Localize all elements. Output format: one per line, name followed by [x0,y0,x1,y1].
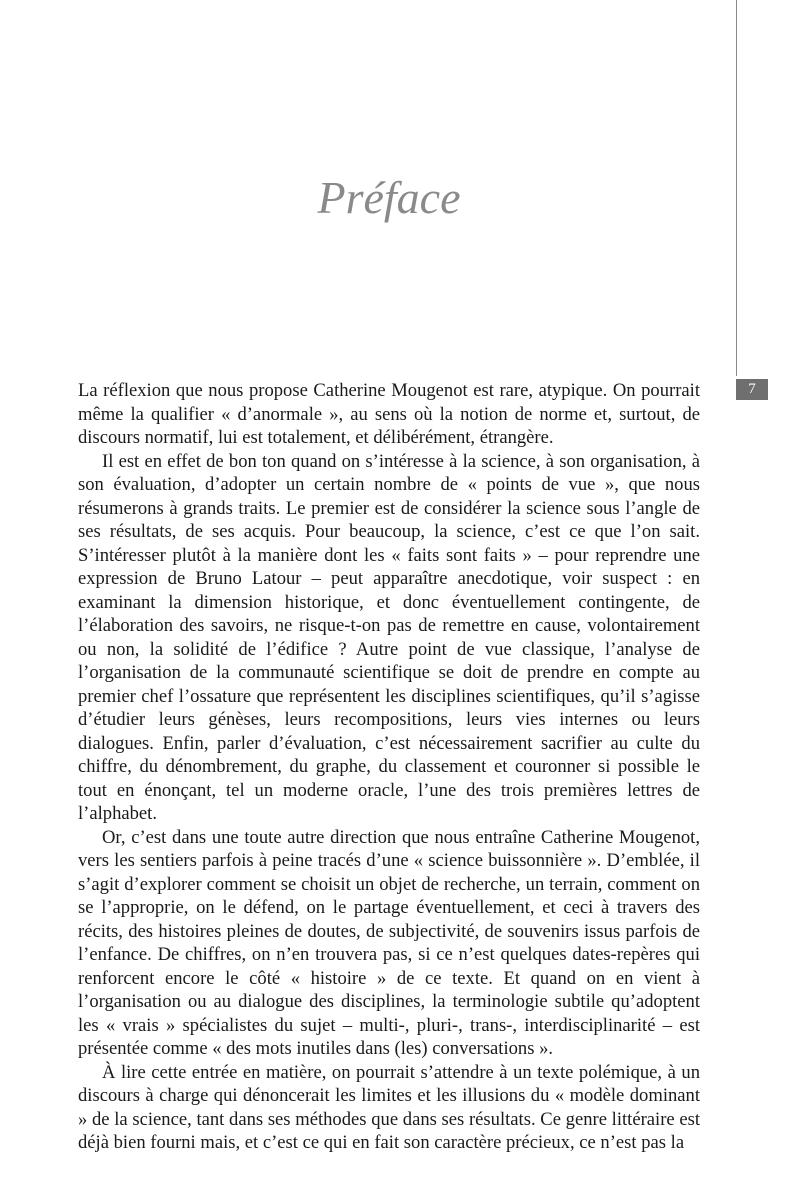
body-text [78,379,700,1155]
chapter-title: Préface [317,172,461,223]
paragraph: La réflexion que nous propose Catherine Mougenot est rare, atypique. On pourrait même la qualifier « d’anormale », au sens où la notion de norme et, surtout, de discours normatif, lui est totalement, et délibérément, étrangère. [78,380,700,448]
paragraph: Or, c’est dans une toute autre direction que nous entraîne Catherine Mougenot, vers les sentiers parfois à peine tracés d’une « science buissonnière ». D’emblée, il s’agit d’explorer comment se choisit un objet de recherche, un terrain, comment on se l’approprie, on le défend, on le partage éventuellement, et ceci à travers des récits, des histoires pleines de doutes, de subjectivité, de souvenirs issus parfois de l’enfance. De chiffres, on n’en trouvera pas, si ce n’est quelques dates-repères qui renforcent encore le côté « histoire » de ce texte. Et quand on en vient à l’organisation ou au dialogue des disciplines, la terminologie subtile qu’adoptent les « vrais » spécialistes du sujet – multi-, pluri-, trans-, interdisciplinarité – est présentée comme « des mots inutiles dans (les) conversations ». [78,826,700,1059]
page-number-tab: 7 [736,379,768,400]
paragraph: À lire cette entrée en matière, on pourrait s’attendre à un texte polémique, à un discours à charge qui dénoncerait les limites et les illusions du « modèle dominant » de la science, tant dans ses méthodes que dans ses résultats. Ce genre littéraire est déjà bien fourni mais, et c’est ce qui en fait son caractère précieux, ce n’est pas la [78,1061,700,1153]
page-edge-rule [736,0,737,376]
paragraph: Il est en effet de bon ton quand on s’intéresse à la science, à son organisation, à son évaluation, d’adopter un certain nombre de « points de vue », que nous résumerons à grands traits. Le premier est de considérer la science sous l’angle de ses résultats, de ses acquis. Pour beaucoup, la science, c’est ce que l’on sait. S’intéresser plutôt à la manière dont les « faits sont faits » – pour reprendre une expression de Bruno Latour – peut apparaître anecdotique, voir suspect : en examinant la dimension historique, et donc éventuellement contingente, de l’élaboration des savoirs, ne risque-t-on pas de remettre en cause, volontairement ou non, la solidité de l’édifice ? Autre point de vue classique, l’analyse de l’organisation de la communauté scientifique se doit de prendre en compte au premier chef l’ossature que représentent les disciplines scientifiques, qu’il s’agisse d’étudier leurs génèses, leurs recompositions, leurs vies internes ou leurs dialogues. Enfin, parler d’évaluation, c’est nécessairement sacrifier au culte du chiffre, du dénombrement, du graphe, du classement et couronner si possible le tout en énonçant, tel un moderne oracle, l’une des trois premières lettres de l’alphabet. [78,450,700,824]
